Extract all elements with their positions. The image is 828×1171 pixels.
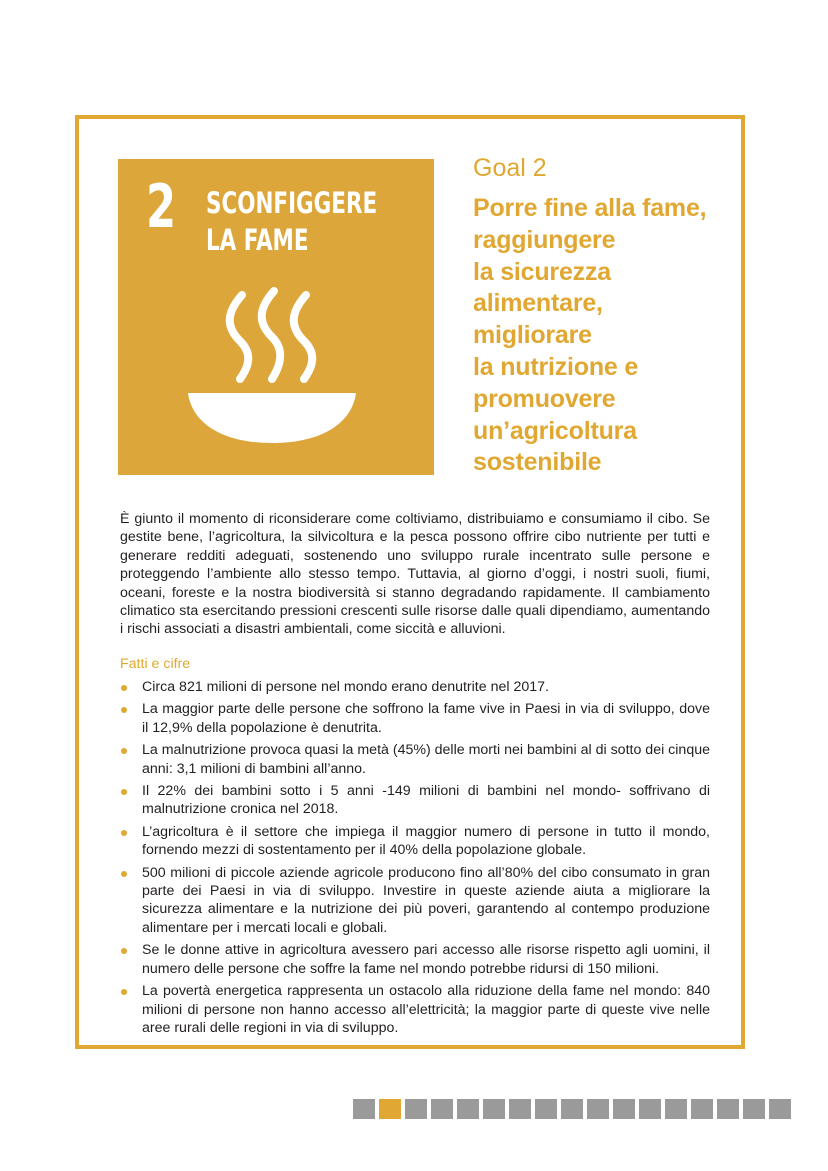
goal-heading (473, 193, 706, 479)
bullet-icon (121, 748, 127, 754)
goal-heading-line: raggiungere (473, 225, 616, 254)
pager-square (457, 1099, 479, 1119)
goal-label: Goal 2 (473, 154, 547, 182)
goal-tile-title-line2: LA FAME (206, 223, 309, 257)
fact-item (120, 941, 710, 978)
fact-item (120, 782, 710, 819)
fact-text: La malnutrizione provoca quasi la metà (45%) delle morti nei bambini al di sotto dei cinque anni: 3,1 milioni di bambini all’anno. (142, 742, 710, 777)
goal-heading-line: Porre fine alla fame, (473, 194, 707, 222)
pager-square (691, 1099, 713, 1119)
pager-square (639, 1099, 661, 1119)
pager-square (587, 1099, 609, 1119)
pager-square (353, 1099, 375, 1119)
bullet-icon (121, 707, 127, 713)
fact-item (120, 700, 710, 737)
sdg-goal-tile (118, 159, 434, 475)
pager-square (483, 1099, 505, 1119)
fact-item (120, 982, 710, 1037)
bullet-icon (121, 830, 127, 836)
facts-list (120, 678, 710, 1041)
fact-text: La povertà energetica rappresenta un ostacolo alla riduzione della fame nel mondo: 840 milioni di persone non hanno accesso all’elettricità; la maggior parte di queste vive nelle aree rurali delle regioni in via di sviluppo. (142, 983, 710, 1036)
intro-paragraph: È giunto il momento di riconsiderare come coltiviamo, distribuiamo e consumiamo il cibo. Se gestite bene, l’agricoltura, la silvicoltura e la pesca possono offrire cibo nutriente per tutti e generare redditi adeguati, sostenendo uno sviluppo rurale incentrato sulle persone e proteggendo l’ambiente allo stesso tempo. Tuttavia, al giorno d’oggi, i nostri suoli, fiumi, oceani, foreste e la nostra biodiversità si stanno degradando rapidamente. Il cambiamento climatico sta esercitando pressioni crescenti sulle risorse dalle quali dipendiamo, aumentando i rischi associati a disastri ambientali, come siccità e alluvioni. (120, 511, 710, 638)
fact-item (120, 678, 710, 696)
fact-text: Se le donne attive in agricoltura avessero pari accesso alle risorse rispetto agli uomini, il numero delle persone che soffre la fame nel mondo potrebbe ridursi di 150 milioni. (142, 942, 710, 977)
pager-square (561, 1099, 583, 1119)
fact-text: La maggior parte delle persone che soffrono la fame vive in Paesi in via di sviluppo, dove il 12,9% della popolazione è denutrita. (142, 701, 710, 736)
fact-text: Circa 821 milioni di persone nel mondo erano denutrite nel 2017. (142, 679, 549, 695)
goal-heading-line: promuovere (473, 384, 616, 413)
pager-square-active (379, 1099, 401, 1119)
fact-item (120, 864, 710, 938)
goal-heading-line: sostenibile (473, 448, 602, 477)
goal-heading-line: la nutrizione e (473, 352, 639, 381)
bullet-icon (121, 989, 127, 995)
steaming-bowl-icon (182, 283, 362, 443)
pager-square (743, 1099, 765, 1119)
pager-square (769, 1099, 791, 1119)
goal-tile-title-line1: SCONFIGGERE (206, 186, 378, 220)
goal-heading-line: alimentare, (473, 289, 603, 318)
pager-square (665, 1099, 687, 1119)
bullet-icon (121, 685, 127, 691)
pager-square (717, 1099, 739, 1119)
pager-square (509, 1099, 531, 1119)
fact-text: Il 22% dei bambini sotto i 5 anni -149 milioni di bambini nel mondo- soffrivano di malnutrizione cronica nel 2018. (142, 783, 710, 818)
goal-number: 2 (146, 172, 177, 242)
pager-square (431, 1099, 453, 1119)
bullet-icon (121, 789, 127, 795)
goal-heading-line: un’agricoltura (473, 416, 637, 445)
facts-heading: Fatti e cifre (120, 656, 191, 672)
fact-item (120, 823, 710, 860)
goal-heading-line: la sicurezza (473, 257, 611, 286)
goal-tile-title (206, 185, 377, 259)
pager-square (405, 1099, 427, 1119)
pager-square (613, 1099, 635, 1119)
goal-heading-line: migliorare (473, 321, 592, 350)
fact-item (120, 741, 710, 778)
fact-text: 500 milioni di piccole aziende agricole producono fino all’80% del cibo consumato in gran parte dei Paesi in via di sviluppo. Investire in queste aziende aiuta a migliorare la sicurezza alimentare e la nutrizione dei più poveri, garantendo al contempo produzione alimentare per i mercati locali e globali. (142, 864, 710, 936)
pager-square (535, 1099, 557, 1119)
goal-pager (353, 1099, 791, 1119)
bullet-icon (121, 871, 127, 877)
fact-text: L’agricoltura è il settore che impiega il maggior numero di persone in tutto il mondo, fornendo mezzi di sostentamento per il 40% della popolazione globale. (142, 823, 710, 859)
bullet-icon (121, 948, 127, 954)
